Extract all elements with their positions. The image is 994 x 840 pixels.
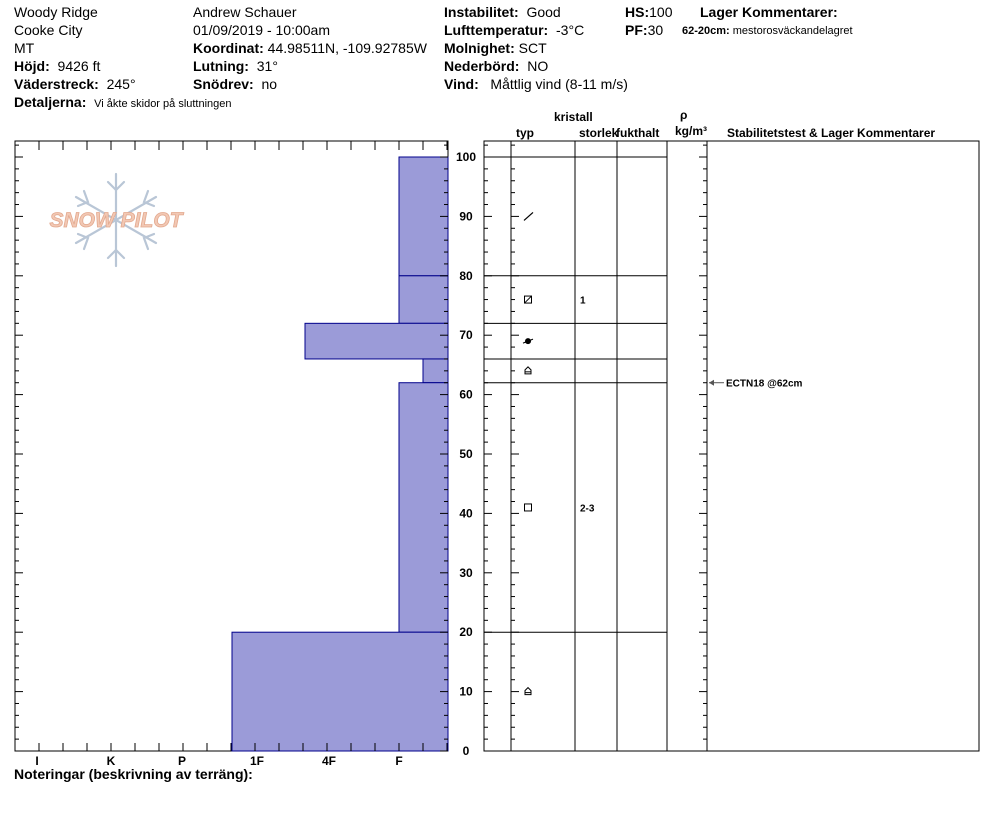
notes-label: Noteringar (beskrivning av terräng): — [14, 766, 253, 782]
wind-value: Måttlig vind (8-11 m/s) — [490, 76, 628, 92]
sky-label: Molnighet: — [444, 40, 515, 56]
layer-comment-depth: 62-20cm: — [682, 25, 730, 37]
aspect-label: Väderstreck: — [14, 76, 99, 92]
airtemp-value: -3°C — [556, 22, 585, 38]
rho-label: ρ — [680, 108, 688, 122]
hardness-bar-2 — [305, 323, 448, 359]
hardness-label-F: F — [395, 754, 403, 768]
depth-hoar-icon — [525, 367, 531, 374]
hardness-bar-1 — [399, 276, 448, 324]
pf-label: PF: — [625, 22, 648, 38]
y-tick-label: 30 — [459, 565, 473, 580]
city: Cooke City — [14, 22, 83, 38]
rounded-faceted-icon — [525, 296, 532, 303]
slope-value: 31° — [256, 58, 278, 74]
hardness-label-K: K — [106, 754, 116, 768]
y-tick-label: 90 — [459, 209, 473, 224]
hardness-label-1F: 1F — [249, 754, 265, 768]
pf-value: 30 — [647, 22, 664, 38]
crystal-size: 1 — [580, 295, 586, 307]
stability-column-label: Stabilitetstest & Lager Kommentarer — [727, 126, 936, 140]
hs-label: HS: — [625, 4, 650, 20]
slope-label: Lutning: — [193, 58, 249, 74]
precip-value: NO — [527, 58, 549, 74]
y-tick-label: 60 — [459, 387, 473, 402]
stability-test-label: ECTN18 @62cm — [726, 378, 803, 390]
instability-label: Instabilitet: — [444, 4, 519, 20]
y-tick-label: 10 — [459, 684, 473, 699]
layer-comments-heading: Lager Kommentarer: — [700, 4, 838, 20]
elevation-value: 9426 ft — [57, 58, 101, 74]
hardness-bar-5 — [232, 632, 448, 751]
wind-label: Vind: — [444, 76, 479, 92]
fragment-icon — [524, 212, 533, 220]
hardness-label-4F: 4F — [321, 754, 337, 768]
y-tick-label: 0 — [462, 744, 470, 758]
sky-value: SCT — [518, 40, 547, 56]
precip-label: Nederbörd: — [444, 58, 520, 74]
y-tick-label: 50 — [459, 447, 473, 461]
drift-value: no — [261, 76, 278, 92]
y-tick-label: 40 — [459, 506, 473, 521]
hs-value: 100 — [649, 4, 673, 20]
observer: Andrew Schauer — [193, 4, 297, 20]
details-value: Vi åkte skidor på sluttningen — [94, 98, 232, 110]
crystal-size: 2-3 — [580, 503, 595, 515]
y-tick-label: 80 — [459, 268, 473, 283]
datetime: 01/09/2019 - 10:00am — [193, 22, 330, 38]
y-tick-label: 20 — [459, 625, 473, 640]
y-tick-label: 70 — [459, 328, 473, 343]
coord-value: 44.98511N, -109.92785W — [267, 40, 427, 56]
y-tick-label: 100 — [455, 150, 477, 164]
hardness-bar-4 — [399, 383, 448, 632]
aspect-value: 245° — [106, 76, 136, 92]
layer-table-frame — [484, 141, 979, 751]
arrow-head-icon — [709, 380, 714, 386]
type-column-label: typ — [516, 126, 534, 140]
elevation-label: Höjd: — [14, 58, 50, 74]
state: MT — [14, 40, 35, 56]
details-label: Detaljerna: — [14, 94, 87, 110]
faceted-icon — [525, 504, 532, 511]
hardness-label-P: P — [177, 754, 187, 768]
layer-comment-text: mestorosväckandelagret — [732, 25, 853, 37]
melt-freeze-icon — [523, 338, 533, 344]
size-column-label: storlek — [579, 126, 619, 140]
depth-hoar-icon — [525, 688, 531, 695]
crystal-column-label: kristall — [554, 110, 593, 124]
coord-label: Koordinat: — [193, 40, 264, 56]
hardness-label-I: I — [35, 754, 39, 768]
logo-text: SNOW PILOT — [49, 209, 183, 232]
instability-value: Good — [526, 4, 561, 20]
drift-label: Snödrev: — [193, 76, 254, 92]
density-unit-label: kg/m³ — [675, 124, 708, 138]
location: Woody Ridge — [14, 4, 98, 20]
moisture-column-label: fukthalt — [616, 126, 660, 140]
airtemp-label: Lufttemperatur: — [444, 22, 549, 38]
